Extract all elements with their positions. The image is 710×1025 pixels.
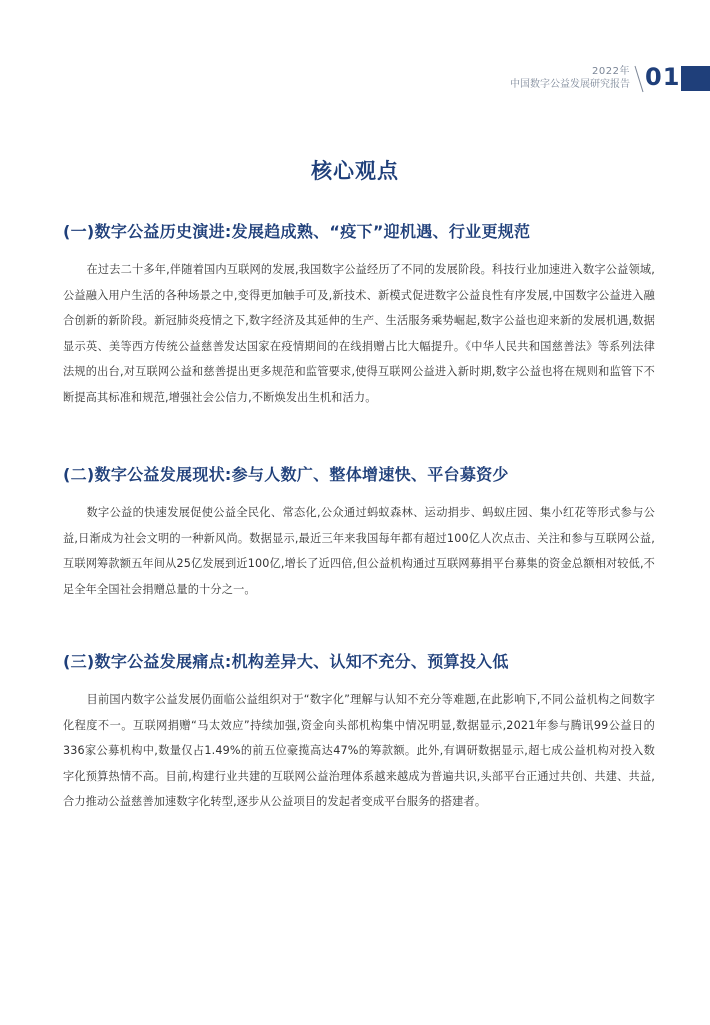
- section-body: 目前国内数字公益发展仍面临公益组织对于“数字化”理解与认知不充分等难题,在此影响下,不同公益机构之间数字化程度不一。互联网捐赠“马太效应”持续加强,资金向头部机构集中情况明显,数据显示,2021年参与腾讯99公益日的336家公募机构中,数量仅占1.49%的前五位豪揽高达47%的筹款额。此外,有调研数据显示,超七成公益机构对投入数字化预算热情不高。目前,构建行业共建的互联网公益治理体系越来越成为普遍共识,头部平台正通过共创、共建、共益,合力推动公益慈善加速数字化转型,逐步从公益项目的发起者变成平台服务的搭建者。: [63, 693, 655, 808]
- page-title: 核心观点: [311, 159, 399, 183]
- page-number: 01: [645, 63, 681, 91]
- header-accent-bar: [681, 66, 710, 91]
- section-body: 在过去二十多年,伴随着国内互联网的发展,我国数字公益经历了不同的发展阶段。科技行业加速进入数字公益领域,公益融入用户生活的各种场景之中,变得更加触手可及,新技术、新模式促进数字公益良性有序发展,中国数字公益进入融合创新的新阶段。新冠肺炎疫情之下,数字经济及其延伸的生产、生活服务乘势崛起,数字公益也迎来新的发展机遇,数据显示英、美等西方传统公益慈善发达国家在疫情期间的在线捐赠占比大幅提升。《中华人民共和国慈善法》等系列法律法规的出台,对互联网公益和慈善提出更多规范和监管要求,使得互联网公益进入新时期,数字公益也将在规则和监管下不断提高其标准和规范,增强社会公信力,不断焕发出生机和活力。: [63, 263, 655, 404]
- section-heading: (三)数字公益发展痛点:机构差异大、认知不充分、预算投入低: [63, 652, 509, 671]
- section-heading: (二)数字公益发展现状:参与人数广、整体增速快、平台募资少: [63, 465, 509, 484]
- section-pain-points: [63, 651, 655, 815]
- section-status: [63, 464, 655, 602]
- page-header: [0, 0, 710, 110]
- section-body: 数字公益的快速发展促使公益全民化、常态化,公众通过蚂蚁森林、运动捐步、蚂蚁庄园、集小红花等形式参与公益,日渐成为社会文明的一种新风尚。数据显示,最近三年来我国每年都有超过100亿人次点击、关注和参与互联网公益,互联网筹款额五年间从25亿发展到近100亿,增长了近四倍,但公益机构通过互联网募捐平台募集的资金总额相对较低,不足全年全国社会捐赠总量的十分之一。: [63, 506, 655, 596]
- header-divider-slash: [633, 64, 645, 94]
- section-history: [63, 221, 655, 410]
- section-heading: (一)数字公益历史演进:发展趋成熟、“疫下”迎机遇、行业更规范: [63, 222, 531, 241]
- report-header-text: [510, 66, 630, 91]
- report-year: 2022年: [592, 66, 630, 77]
- report-title: 中国数字公益发展研究报告: [510, 79, 630, 90]
